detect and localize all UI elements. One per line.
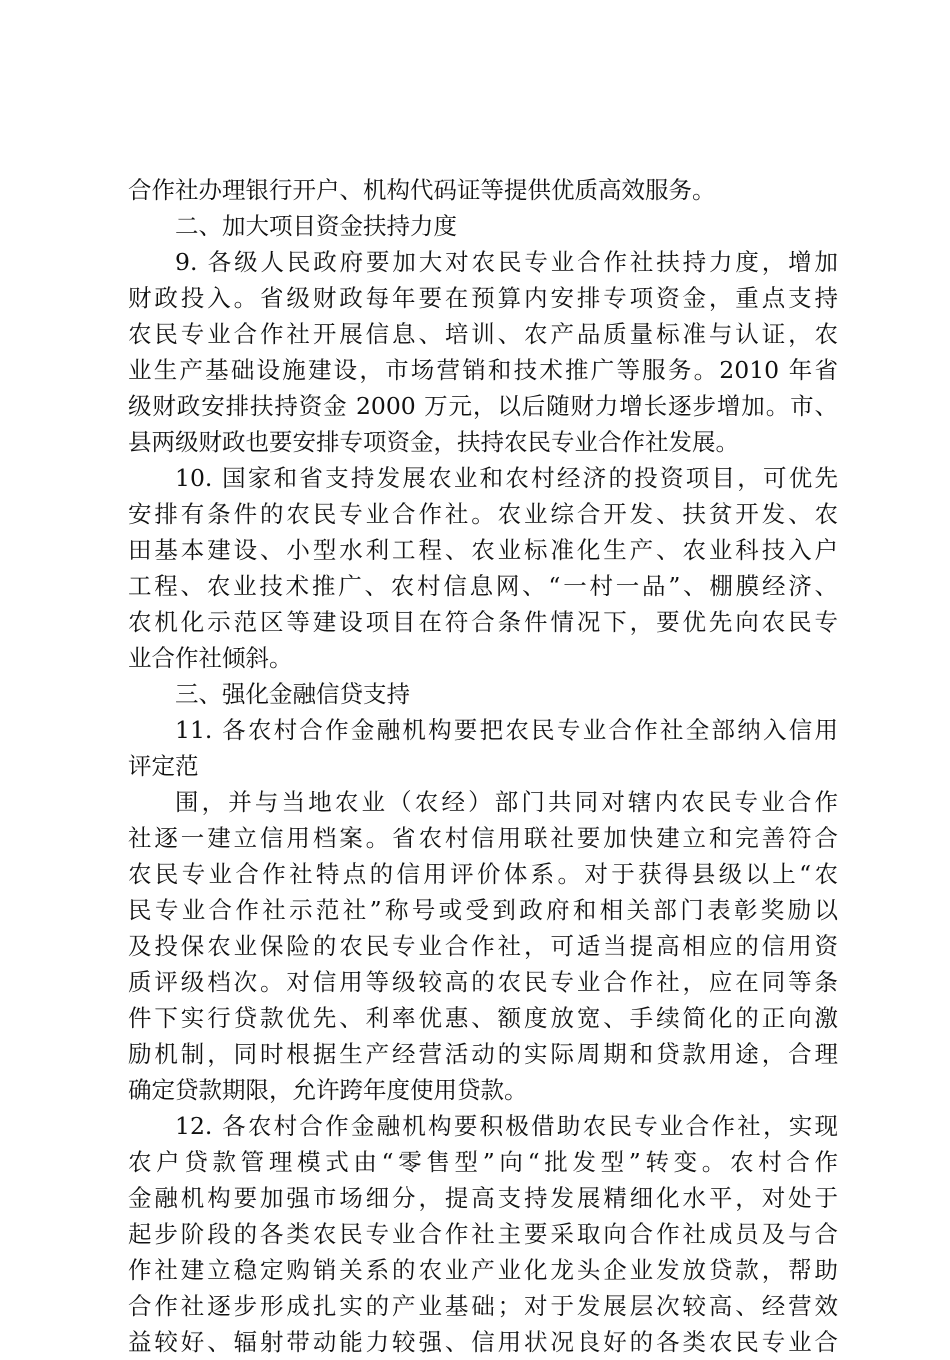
text-line: 11. 各农村合作金融机构要把农民专业合作社全部纳入信用 <box>175 716 838 744</box>
text-line: 合作社办理银行开户、机构代码证等提供优质高效服务。 <box>128 176 716 204</box>
text-line: 三、强化金融信贷支持 <box>175 680 410 708</box>
text-line: 县两级财政也要安排专项资金，扶持农民专业合作社发展。 <box>128 428 739 456</box>
text-line: 及投保农业保险的农民专业合作社，可适当提高相应的信用资 <box>128 932 838 960</box>
text-line: 农民专业合作社特点的信用评价体系。对于获得县级以上“农 <box>128 860 838 888</box>
text-line: 起步阶段的各类农民专业合作社主要采取向合作社成员及与合 <box>128 1220 838 1248</box>
text-line: 确定贷款期限，允许跨年度使用贷款。 <box>128 1076 528 1104</box>
text-line: 财政投入。省级财政每年要在预算内安排专项资金，重点支持 <box>128 284 838 312</box>
text-line: 12. 各农村合作金融机构要积极借助农民专业合作社，实现 <box>175 1112 838 1140</box>
text-line: 质评级档次。对信用等级较高的农民专业合作社，应在同等条 <box>128 968 838 996</box>
text-line: 田基本建设、小型水利工程、农业标准化生产、农业科技入户 <box>128 536 838 564</box>
text-line: 工程、农业技术推广、农村信息网、“一村一品”、棚膜经济、 <box>128 572 838 600</box>
text-line: 金融机构要加强市场细分，提高支持发展精细化水平，对处于 <box>128 1184 838 1212</box>
text-line: 作社建立稳定购销关系的农业产业化龙头企业发放贷款，帮助 <box>128 1256 838 1284</box>
text-line: 社逐一建立信用档案。省农村信用联社要加快建立和完善符合 <box>128 824 838 852</box>
text-line: 民专业合作社示范社”称号或受到政府和相关部门表彰奖励以 <box>128 896 838 924</box>
text-line: 二、加大项目资金扶持力度 <box>175 212 457 240</box>
text-line: 农户贷款管理模式由“零售型”向“批发型”转变。农村合作 <box>128 1148 838 1176</box>
text-line: 合作社逐步形成扎实的产业基础；对于发展层次较高、经营效 <box>128 1292 838 1320</box>
text-line: 级财政安排扶持资金 2000 万元，以后随财力增长逐步增加。市、 <box>128 392 838 420</box>
text-line: 9. 各级人民政府要加大对农民专业合作社扶持力度，增加 <box>175 248 838 276</box>
text-line: 10. 国家和省支持发展农业和农村经济的投资项目，可优先 <box>175 464 838 492</box>
text-line: 围，并与当地农业（农经）部门共同对辖内农民专业合作 <box>175 788 838 816</box>
text-line: 评定范 <box>128 752 199 780</box>
text-line: 益较好、辐射带动能力较强、信用状况良好的各类农民专业合 <box>128 1328 838 1356</box>
text-line: 农机化示范区等建设项目在符合条件情况下，要优先向农民专 <box>128 608 838 636</box>
document-body <box>128 172 838 1360</box>
text-line: 业合作社倾斜。 <box>128 644 293 672</box>
text-line: 安排有条件的农民专业合作社。农业综合开发、扶贫开发、农 <box>128 500 838 528</box>
text-line: 件下实行贷款优先、利率优惠、额度放宽、手续简化的正向激 <box>128 1004 838 1032</box>
text-line: 农民专业合作社开展信息、培训、农产品质量标准与认证，农 <box>128 320 838 348</box>
text-line: 业生产基础设施建设，市场营销和技术推广等服务。2010 年省 <box>128 356 838 384</box>
text-line: 励机制，同时根据生产经营活动的实际周期和贷款用途，合理 <box>128 1040 838 1068</box>
